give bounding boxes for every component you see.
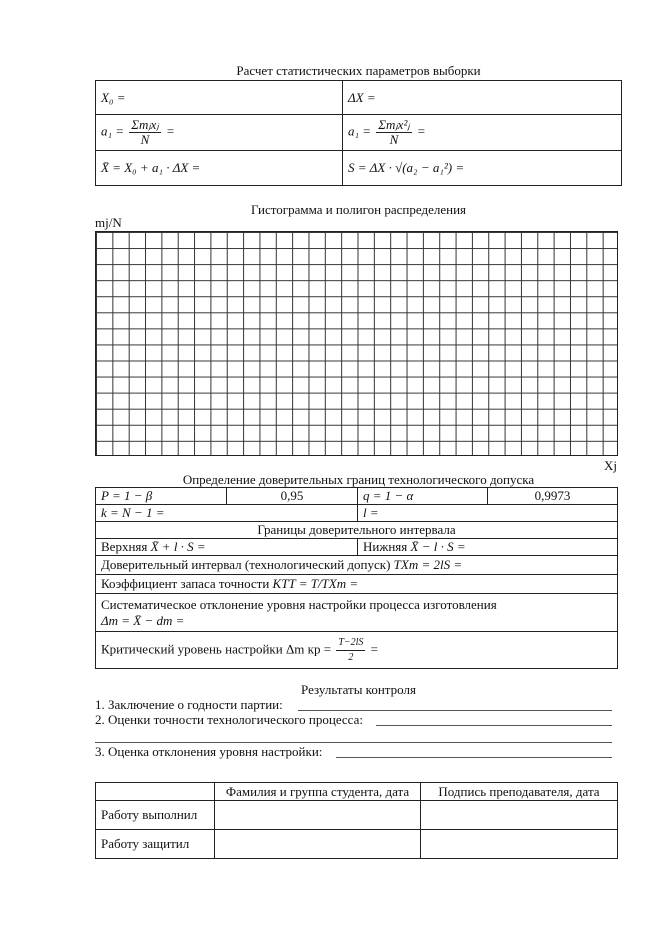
coefficient-cell[interactable] [96, 575, 618, 594]
p-value[interactable]: 0,95 [227, 488, 358, 505]
upper-label: Верхняя [101, 539, 148, 554]
critical-fraction [336, 636, 365, 665]
systematic-formula: Δm = X̄ − dm = [101, 612, 185, 628]
signature-table [95, 782, 618, 859]
interval-cell[interactable] [96, 556, 618, 575]
section-title-histogram: Гистограмма и полигон распределения [250, 202, 467, 217]
a1-cell[interactable] [96, 115, 343, 151]
systematic-deviation-cell[interactable] [96, 594, 618, 632]
section-title-statistics: Расчет статистических параметров выборки [236, 63, 481, 78]
k-cell[interactable]: k = N − 1 = [96, 505, 358, 522]
upper-bound-cell[interactable] [96, 539, 358, 556]
confidence-table [95, 487, 618, 669]
coefficient-formula: KTT = T/TXт = [272, 576, 359, 591]
coefficient-label: Коэффициент запаса точности [101, 576, 270, 591]
critical-lhs: Δm кр = [285, 640, 332, 656]
a2-lhs: a₁ = [348, 123, 372, 139]
x0-cell[interactable]: X₀ = [96, 81, 343, 115]
upper-formula: X̄ + l · S = [150, 539, 206, 554]
x-axis-label: Xj [604, 458, 617, 473]
result-item-1-label: 1. Заключение о годности партии: [95, 697, 283, 712]
l-cell[interactable]: l = [358, 505, 618, 522]
statistics-table [95, 80, 622, 186]
a2-cell[interactable] [343, 115, 622, 151]
mean-cell[interactable]: X̄ = X₀ + a₁ · ΔX = [96, 151, 343, 186]
critical-equals: = [370, 640, 378, 656]
completed-teacher-cell[interactable] [421, 801, 618, 830]
a1-numerator: Σmⱼxⱼ [131, 117, 159, 132]
empty-header-cell [96, 783, 215, 801]
a2-denominator: N [389, 132, 399, 147]
q-formula: q = 1 − α [358, 488, 488, 505]
std-cell[interactable]: S = ΔX · √(a₂ − a₁²) = [343, 151, 622, 186]
row-defended-label: Работу защитил [96, 830, 215, 859]
student-column-header: Фамилия и группа студента, дата [215, 783, 421, 801]
a2-numerator: Σmⱼx²ⱼ [378, 117, 410, 132]
critical-numerator: T−2lS [336, 636, 365, 651]
result-item-2-label: 2. Оценки точности технологического процесса: [95, 712, 363, 727]
lower-bound-cell[interactable] [358, 539, 618, 556]
lower-label: Нижняя [363, 539, 408, 554]
section-title-confidence: Определение доверительных границ технологического допуска [182, 472, 535, 487]
a2-fraction [376, 118, 411, 147]
completed-student-cell[interactable] [215, 801, 421, 830]
row-completed-label: Работу выполнил [96, 801, 215, 830]
defended-teacher-cell[interactable] [421, 830, 618, 859]
bounds-header: Границы доверительного интервала [96, 522, 618, 539]
result-item-2-line[interactable] [376, 725, 612, 726]
teacher-column-header: Подпись преподавателя, дата [421, 783, 618, 801]
section-title-results: Результаты контроля [301, 682, 416, 697]
lower-formula: X̄ − l · S = [410, 539, 466, 554]
a1-fraction [129, 118, 160, 147]
interval-formula: TXт = 2lS = [393, 557, 463, 572]
p-formula: P = 1 − β [96, 488, 227, 505]
q-value[interactable]: 0,9973 [488, 488, 618, 505]
histogram-grid[interactable] [95, 231, 618, 456]
result-item-3-line[interactable] [336, 757, 612, 758]
interval-label: Доверительный интервал (технологический допуск) [101, 557, 391, 572]
y-axis-label: mj/N [95, 215, 122, 230]
result-item-3-label: 3. Оценка отклонения уровня настройки: [95, 744, 323, 759]
systematic-label: Систематическое отклонение уровня настройки процесса изготовления [101, 596, 497, 612]
critical-denominator: 2 [348, 651, 354, 663]
defended-student-cell[interactable] [215, 830, 421, 859]
critical-level-cell[interactable] [96, 632, 618, 669]
a2-equals: = [416, 123, 426, 139]
result-item-1-line[interactable] [298, 710, 612, 711]
a1-lhs: a₁ = [101, 123, 125, 139]
result-item-2-line-extra[interactable] [95, 742, 612, 743]
critical-label: Критический уровень настройки [101, 640, 283, 656]
dx-cell[interactable]: ΔX = [343, 81, 622, 115]
a1-denominator: N [140, 132, 150, 147]
a1-equals: = [165, 123, 175, 139]
